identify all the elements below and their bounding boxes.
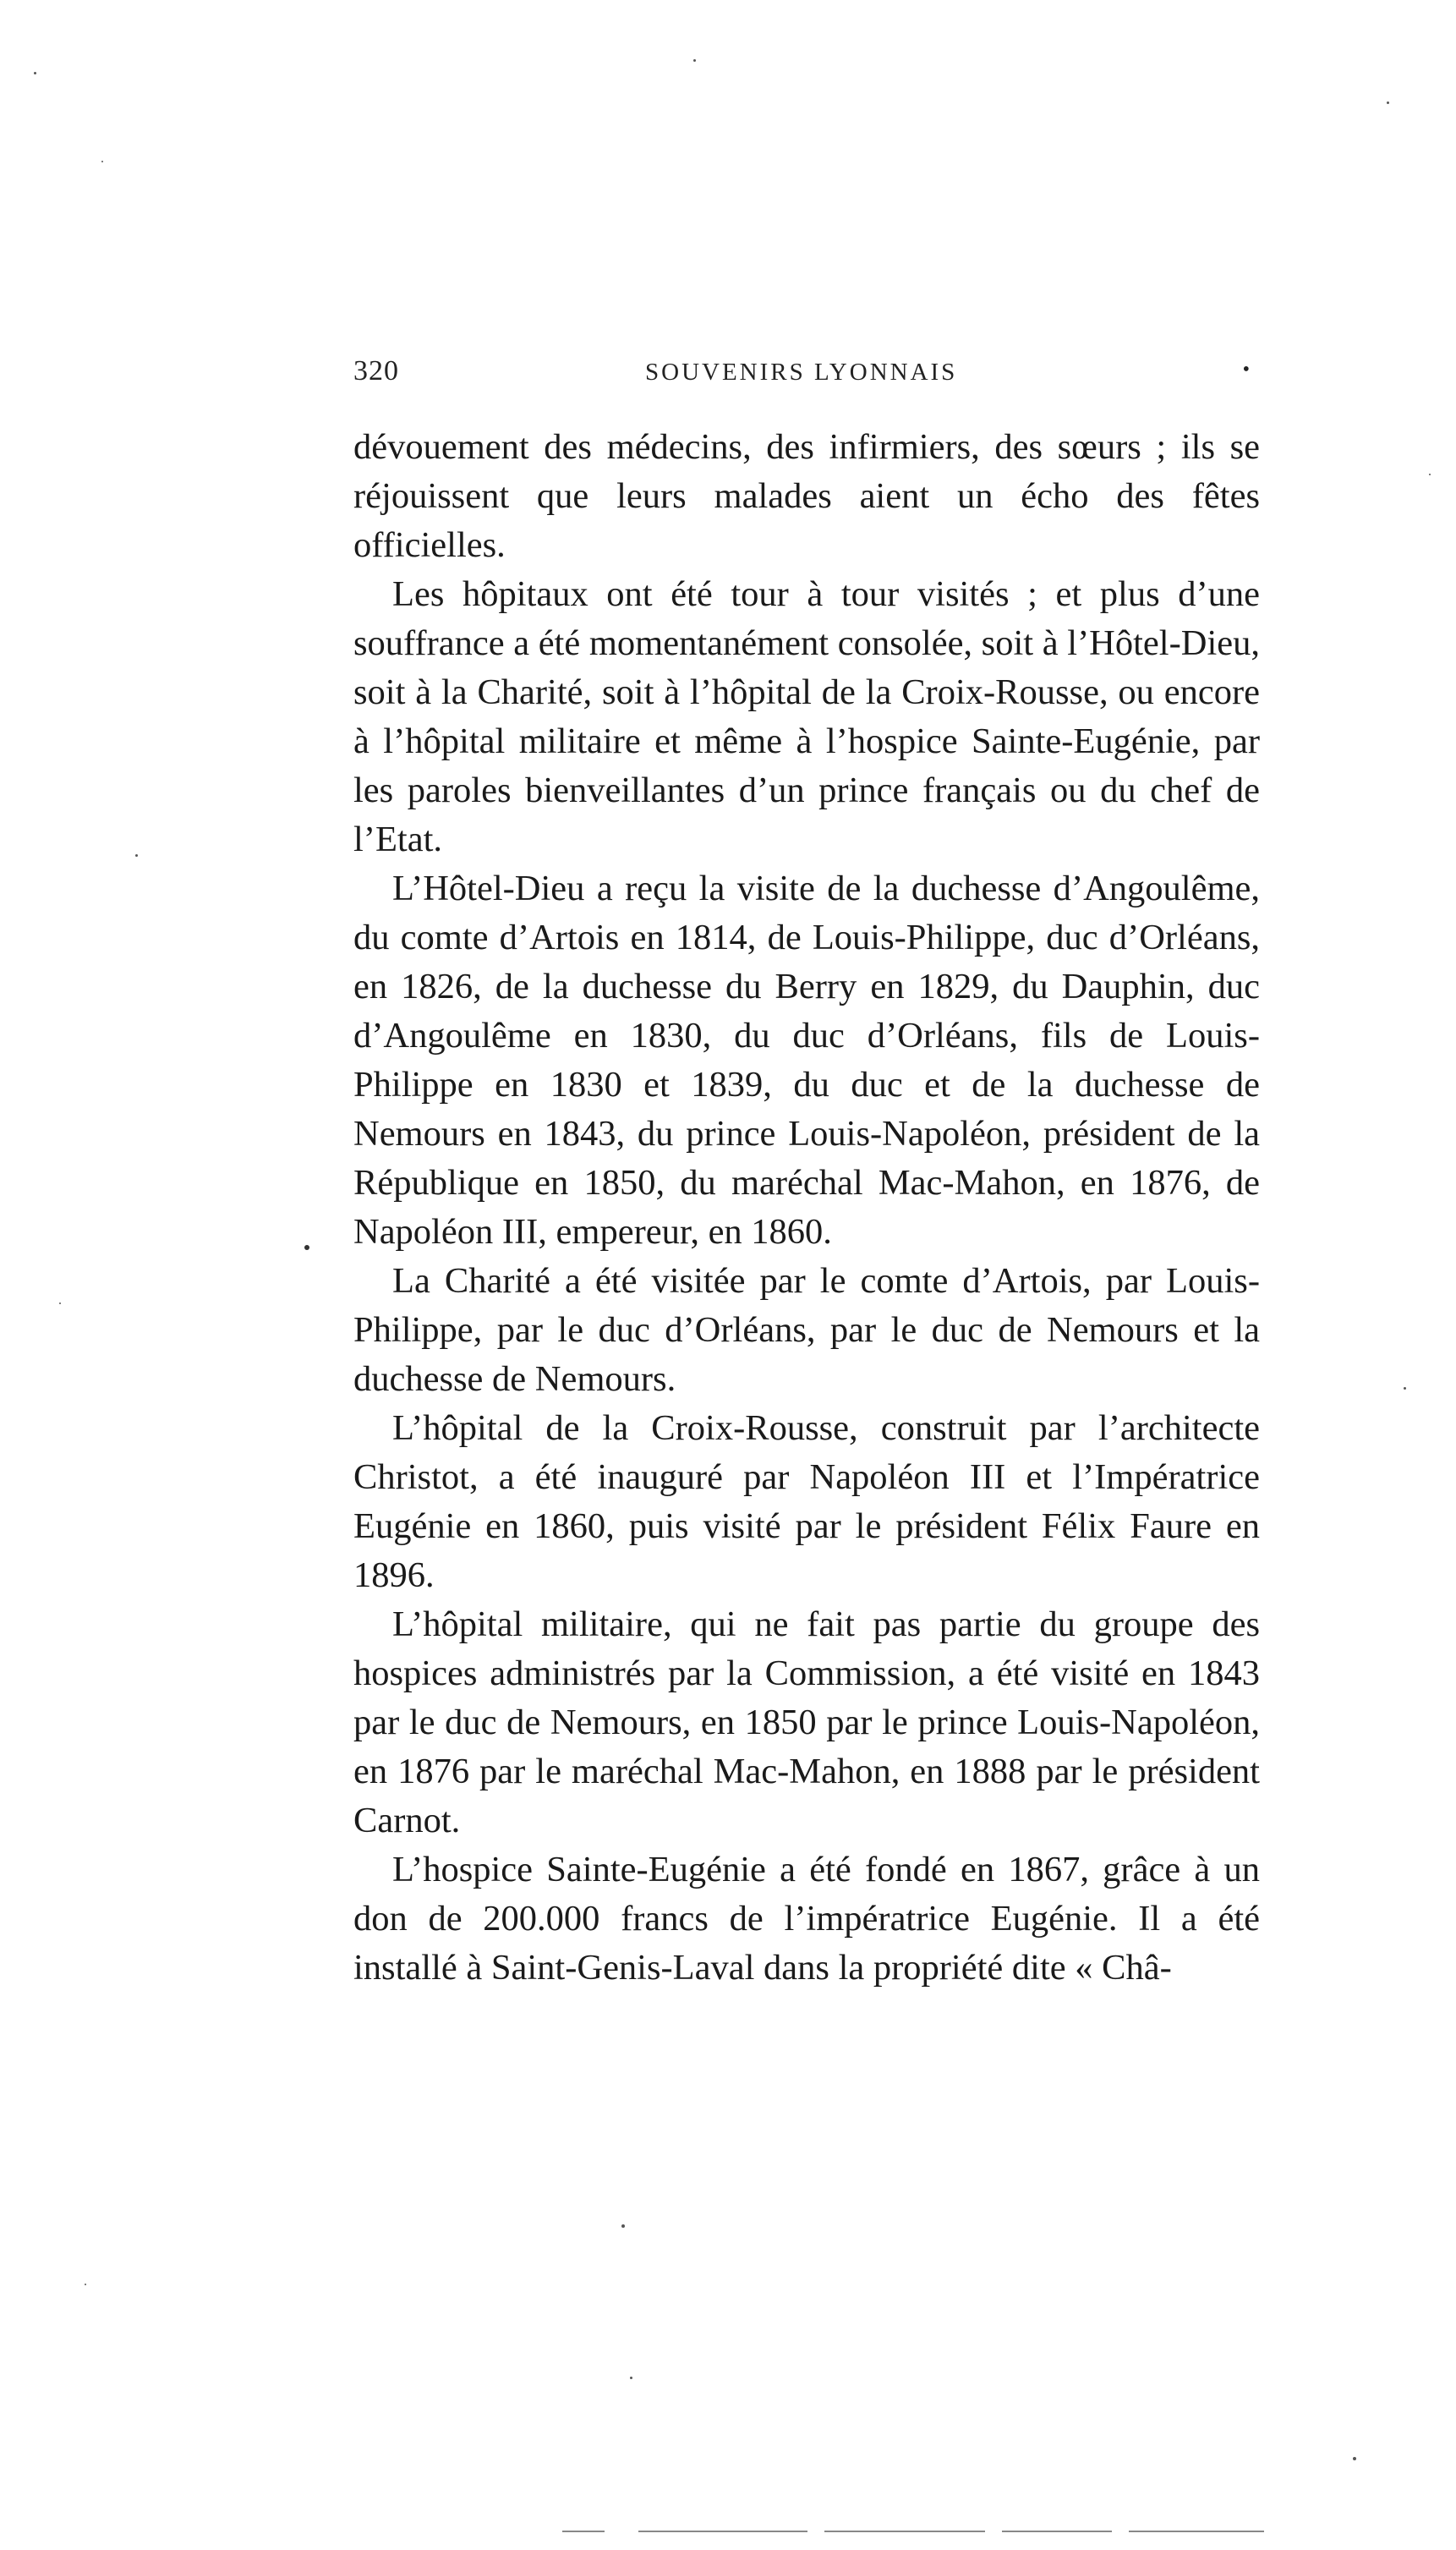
bottom-rule xyxy=(1002,2531,1112,2532)
scan-speck xyxy=(1353,2457,1356,2460)
scan-speck xyxy=(693,59,696,62)
paragraph-charite: La Charité a été visitée par le comte d’Artois, par Louis-Philippe, par le duc d’Orléans, par le duc de Nemours et la duchesse de Nemours. xyxy=(353,1261,1260,1399)
paragraph-croix-rousse: L’hôpital de la Croix-Rousse, construit par l’architecte Christot, a été inauguré par Napoléon III et l’Impératrice Eugénie en 1860, puis visité par le président Félix Faure en 1896. xyxy=(353,1408,1260,1595)
bottom-rule xyxy=(824,2531,985,2532)
scan-speck xyxy=(34,72,36,74)
scan-speck xyxy=(621,2224,625,2228)
paragraph-sainte-eugenie: L’hospice Sainte-Eugénie a été fondé en 1867, grâce à un don de 200.000 francs de l’impératrice Eugénie. Il a été installé à Saint-Genis-Laval dans la propriété dite « Châ- xyxy=(353,1850,1260,1988)
scan-speck xyxy=(1404,1387,1406,1390)
scan-speck xyxy=(1429,474,1431,475)
paragraph-hopital-militaire: L’hôpital militaire, qui ne fait pas partie du groupe des hospices administrés par la Commission, a été visité en 1843 par le duc de Nemours, en 1850 par le prince Louis-Napoléon, en 1876 par le maréchal Mac-Mahon, en 1888 par le président Carnot. xyxy=(353,1604,1260,1840)
paragraph-continuation: dévouement des médecins, des infirmiers, des sœurs ; ils se réjouissent que leurs malades aient un écho des fêtes officielles. xyxy=(353,427,1260,565)
paragraph-hotel-dieu: L’Hôtel-Dieu a reçu la visite de la duchesse d’Angoulême, du comte d’Artois en 1814, de Louis-Philippe, duc d’Orléans, en 1826, de la duchesse du Berry en 1829, du Dauphin, duc d’Angoulême en 1830, du duc d’Orléans, fils de Louis-Philippe en 1830 et 1839, du duc et de la duchesse de Nemours en 1843, du prince Louis-Napoléon, président de la République en 1850, du maréchal Mac-Mahon, en 1876, de Napoléon III, empereur, en 1860. xyxy=(353,869,1260,1252)
header-mark: • xyxy=(1242,359,1251,381)
scan-speck xyxy=(59,1302,61,1304)
paragraph-hospitals-visited: Les hôpitaux ont été tour à tour visités ; et plus d’une souffrance a été momentanément consolée, soit à l’Hôtel-Dieu, soit à la Charité, soit à l’hôpital de la Croix-Rousse, ou encore à l’hôpital militaire et même à l’hospice Sainte-Eugénie, par les paroles bienveillantes d’un prince français ou du chef de l’Etat. xyxy=(353,574,1260,859)
page-number: 320 xyxy=(353,355,399,387)
running-title: SOUVENIRS LYONNAIS xyxy=(645,359,958,386)
bottom-rule xyxy=(562,2531,605,2532)
page-header xyxy=(353,355,1260,398)
scan-speck xyxy=(1387,101,1389,104)
scan-speck xyxy=(630,2377,632,2379)
scan-speck xyxy=(101,161,103,162)
body-text xyxy=(353,423,1260,1993)
margin-speck xyxy=(304,1245,309,1250)
bottom-rule xyxy=(638,2531,807,2532)
bottom-rule xyxy=(1129,2531,1264,2532)
scan-speck xyxy=(85,2284,86,2285)
scan-speck xyxy=(135,854,138,857)
